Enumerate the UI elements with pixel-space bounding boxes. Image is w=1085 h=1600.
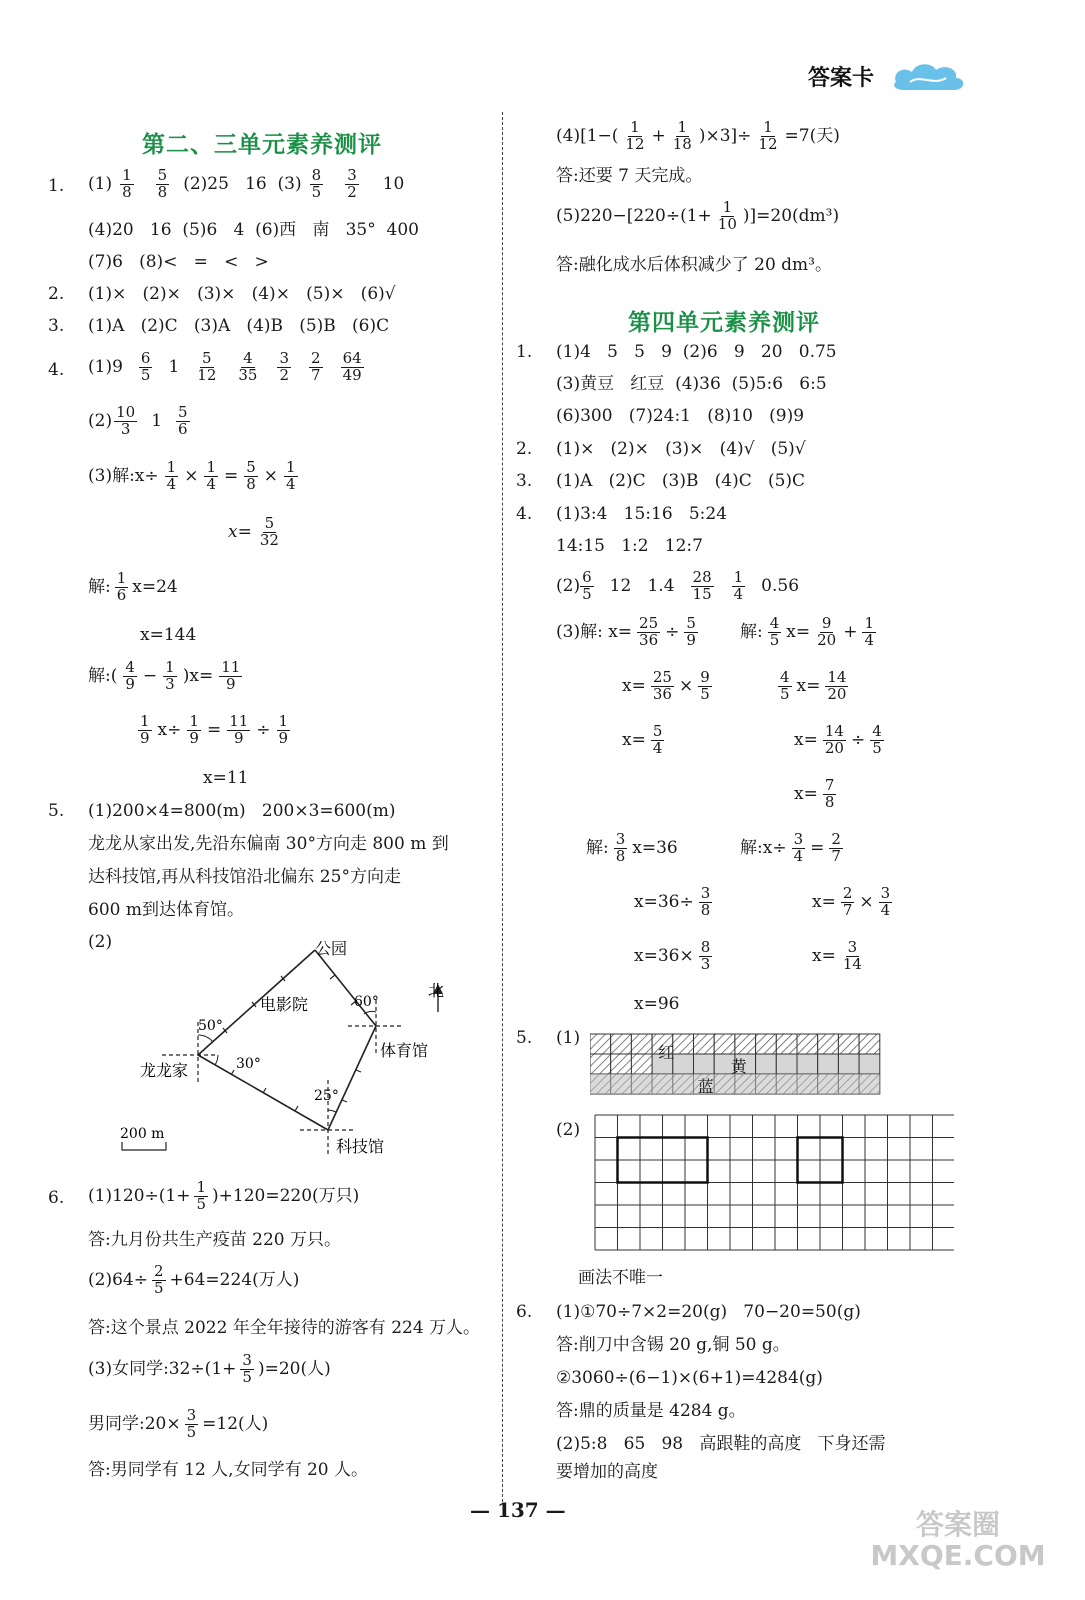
fraction: $\frac{3}{8}$ [615,830,626,865]
fraction: $\frac{5}{9}$ [686,614,696,649]
text: )=20(人) [257,1358,331,1379]
text: 解: [586,837,609,858]
text: x= [796,675,821,696]
fraction: $\frac{5}{12}$ [197,349,217,384]
fraction: $\frac{1}{4}$ [864,614,875,649]
text: x=36× [634,945,694,966]
strip-cell [776,1034,797,1054]
drawing-grid [594,1114,954,1262]
fraction: $\frac{3}{8}$ [700,884,711,919]
text: (2)64÷ [88,1269,148,1290]
strip-cell [590,1054,611,1074]
r-q4-k1 [740,832,845,865]
fraction: $\frac{11}{9}$ [221,658,241,693]
r-q1-number: 1. [516,342,533,362]
r-q4-h2 [634,886,714,919]
fraction: $\frac{1}{10}$ [717,198,737,233]
r-q4-k3 [812,940,866,973]
text: x÷ [157,719,182,740]
map-label-stadium: 体育馆 [380,1041,429,1060]
fraction: $\frac{28}{15}$ [692,568,712,603]
r-q4-g2 [776,670,850,703]
q1-line1-c: 10 [382,173,405,194]
fraction: $\frac{25}{36}$ [652,668,672,703]
strip-cell [797,1054,818,1074]
label: (2) [88,410,113,431]
operator: ÷ [256,719,271,740]
r-q6-line1: (1)①70÷7×2=20(g) 70−20=50(g) [556,1302,861,1322]
r-q4-line1: (1)3:4 15:16 5:24 [556,504,728,524]
fraction: $\frac{3}{5}$ [186,1406,197,1441]
q5-number: 5. [48,801,65,821]
r-q6-line5: (2)5:8 65 98 高跟鞋的高度 下身还需 [556,1434,886,1454]
fraction: $\frac{10}{3}$ [116,403,136,438]
fraction: $\frac{5}{6}$ [178,403,188,438]
r-q4-h4: x=96 [634,994,680,1014]
r-q5-note: 画法不唯一 [578,1268,663,1288]
fraction: $\frac{4}{5}$ [780,668,790,703]
q1-line1-a: (1) [88,173,113,194]
r-q4-g4 [794,778,838,811]
text: (3)解: x= [556,621,633,642]
fraction: $\frac{8}{5}$ [311,166,322,201]
label: (2) [556,575,581,596]
strip-cell [756,1054,777,1074]
text: x= [622,729,646,750]
watermark: 答案圈 MXQE.COM [870,1508,1046,1572]
text: (1)120÷(1+ [88,1185,191,1206]
q4-row9: x=11 [203,768,249,788]
q6-line5 [88,1353,331,1386]
fraction: $\frac{1}{3}$ [165,658,175,693]
q3-answers: (1)A (2)C (3)A (4)B (5)B (6)C [88,316,390,336]
direction-map [110,930,490,1160]
map-label-park: 公园 [315,939,348,958]
text: 男同学:20× [88,1413,181,1434]
fraction: $\frac{11}{9}$ [229,712,249,747]
q4-row1-a: (1)9 [88,356,123,377]
map-label-north: 北 [428,981,445,1000]
r-q6-line2: 答:削刀中含锡 20 g,铜 50 g。 [556,1335,790,1355]
text: x= [812,945,836,966]
r-top-line3 [556,200,839,233]
value: 1 [151,410,163,431]
fraction: $\frac{5}{32}$ [259,514,279,549]
strip-cell [673,1054,694,1074]
fraction: $\frac{1}{4}$ [286,458,296,493]
fraction: $\frac{1}{9}$ [278,712,289,747]
q4-row4 [228,516,283,549]
operator: ÷ [665,621,680,642]
fraction: $\frac{4}{5}$ [769,614,780,649]
q2-number: 2. [48,284,65,304]
strip-cell [631,1054,652,1074]
fraction: $\frac{4}{35}$ [238,349,258,384]
r-q3-answers: (1)A (2)C (3)B (4)C (5)C [556,471,806,491]
fraction: $\frac{64}{49}$ [342,349,362,384]
section-title-unit-4: 第四单元素养测评 [628,310,820,336]
q4-row8 [136,714,292,747]
route-stadium-park [315,950,376,1026]
colored-strip-grid [590,1032,890,1102]
text: (3)解:x÷ [88,465,159,486]
r-q4-g1 [740,616,878,649]
r-q4-line2: 14:15 1:2 12:7 [556,536,703,556]
q2-answers: (1)× (2)× (3)× (4)× (5)× (6)√ [88,284,396,304]
r-q4-h3 [634,940,714,973]
fraction: $\frac{8}{3}$ [700,938,711,973]
fraction: $\frac{3}{2}$ [279,349,290,384]
fraction: $\frac{2}{7}$ [842,884,853,919]
strip-cell [838,1034,859,1054]
strip-cell [590,1034,611,1054]
q4-row1 [88,351,366,384]
strip-cell [818,1054,839,1074]
fraction: $\frac{7}{8}$ [824,776,835,811]
r-q4-h1 [586,832,678,865]
fraction: $\frac{1}{5}$ [196,1178,207,1213]
r-top-line2: 答:还要 7 天完成。 [556,166,703,186]
text: )×3]÷ [698,125,752,146]
r-q1-line3: (6)300 (7)24:1 (8)10 (9)9 [556,406,805,426]
angle-30: 30° [236,1056,261,1072]
q4-row5 [88,571,178,604]
r-q2-answers: (1)× (2)× (3)× (4)√ (5)√ [556,439,806,459]
text: x= [786,621,811,642]
q1-line1-b: (2)25 16 (3) [183,173,302,194]
q1-number: 1. [48,176,65,196]
text: 解: [740,621,763,642]
map-label-cinema: 电影院 [260,995,309,1014]
strip-cell [673,1034,694,1054]
column-divider [502,112,503,1502]
r-q4-e2 [622,670,714,703]
route-tech-stadium [328,1026,376,1130]
q4-row3 [88,460,300,493]
fraction: $\frac{3}{5}$ [242,1351,252,1386]
fraction: $\frac{2}{5}$ [153,1262,164,1297]
scale-label: 200 m [120,1126,165,1142]
fraction: $\frac{5}{8}$ [246,458,256,493]
angle-50: 50° [198,1018,223,1034]
text: x= [228,521,252,542]
value: 1 [168,356,180,377]
fraction: $\frac{1}{18}$ [672,118,692,153]
fraction: $\frac{5}{4}$ [652,722,663,757]
scale-bar [122,1142,166,1150]
values: 12 1.4 [609,575,675,596]
strip-cell [694,1034,715,1054]
q4-row6: x=144 [140,625,197,645]
strip-cell [776,1054,797,1074]
text: +64=224(万人) [169,1269,300,1290]
operator: + [843,621,858,642]
fraction: $\frac{1}{9}$ [140,712,150,747]
r-q6-line3: ②3060÷(6−1)×(6+1)=4284(g) [556,1368,823,1388]
fraction: $\frac{3}{4}$ [793,830,804,865]
section-title-units-2-3: 第二、三单元素养测评 [142,132,382,158]
header-title: 答案卡 [808,66,875,91]
operator: × [678,675,694,696]
operator: = [223,465,239,486]
strip-cell [838,1054,859,1074]
r-q6-number: 6. [516,1302,533,1322]
r-q4-g3 [794,724,886,757]
text: (4)[1−( [556,125,619,146]
operator: × [263,465,279,486]
fraction: $\frac{9}{20}$ [817,614,837,649]
fraction: $\frac{6}{5}$ [140,349,151,384]
r-q5-number: 5. [516,1028,533,1048]
text: x= [812,891,836,912]
q6-line1 [88,1180,359,1213]
fraction: $\frac{1}{12}$ [758,118,778,153]
value: 0.56 [761,575,800,596]
text: )]=20(dm³) [742,205,840,226]
angle-25: 25° [314,1088,339,1104]
q6-line2: 答:九月份共生产疫苗 220 万只。 [88,1230,341,1250]
fraction: $\frac{6}{5}$ [582,568,592,603]
strip-label-yellow: 黄 [730,1057,747,1076]
text: x= [794,729,818,750]
text: x= [622,675,646,696]
map-label-home: 龙龙家 [140,1061,189,1080]
q1-line3: (7)6 (8)< = < > [88,252,269,272]
q1-line2: (4)20 16 (5)6 4 (6)西 南 35° 400 [88,220,419,240]
r-top-line1 [556,120,840,153]
fraction: $\frac{1}{4}$ [206,458,216,493]
operator: = [206,719,222,740]
r-q6-line6: 要增加的高度 [556,1462,658,1482]
text: =7(天) [784,125,840,146]
strip-cell [756,1034,777,1054]
r-q2-number: 2. [516,439,533,459]
operator: ÷ [850,729,866,750]
text: x=36 [632,837,678,858]
angle-arc [328,1110,336,1112]
fraction: $\frac{14}{20}$ [824,722,844,757]
fraction: $\frac{3}{14}$ [842,938,862,973]
strip-cell [694,1054,715,1074]
text: 解:x÷ [740,837,787,858]
q6-line6 [88,1408,268,1441]
r-q6-line4: 答:鼎的质量是 4284 g。 [556,1401,746,1421]
r-q3-number: 3. [516,471,533,491]
text: (5)220−[220÷(1+ [556,205,712,226]
q6-line7: 答:男同学有 12 人,女同学有 20 人。 [88,1460,369,1480]
q5-line4: 600 m到达体育馆。 [88,900,244,920]
fraction: $\frac{1}{6}$ [116,569,127,604]
operator: = [810,837,825,858]
q1-line1 [88,168,404,201]
q5-line3: 达科技馆,再从科技馆沿北偏东 25°方向走 [88,867,401,887]
strip-cell [735,1034,756,1054]
operator: − [142,665,158,686]
r-q4-k2 [812,886,894,919]
strip-cell [631,1034,652,1054]
strip-cell [611,1054,632,1074]
fraction: $\frac{1}{4}$ [166,458,177,493]
angle-60: 60° [354,994,379,1010]
operator: + [651,125,666,146]
q3-number: 3. [48,316,65,336]
q5-sub2: (2) [88,932,113,952]
text: =12(人) [202,1413,269,1434]
q4-row7 [88,660,244,693]
r-top-line4: 答:融化成水后体积减少了 20 dm³。 [556,255,832,275]
fraction: $\frac{3}{4}$ [880,884,891,919]
strip-cell [611,1034,632,1054]
text: x= [794,783,818,804]
map-label-tech: 科技馆 [336,1137,385,1156]
q4-row2 [88,405,192,438]
q4-number: 4. [48,360,65,380]
text: 解:( [88,665,118,686]
q6-line4: 答:这个景点 2022 年全年接待的游客有 224 万人。 [88,1318,481,1338]
q5-line2: 龙龙从家出发,先沿东偏南 30°方向走 800 m 到 [88,834,449,854]
fraction: $\frac{5}{8}$ [157,166,168,201]
strip-label-blue: 蓝 [697,1077,714,1096]
fraction: $\frac{4}{5}$ [872,722,882,757]
angle-arc [215,1055,218,1065]
text: (3)女同学:32÷(1+ [88,1358,237,1379]
fraction: $\frac{1}{4}$ [733,568,744,603]
strip-cell [797,1034,818,1054]
r-q5-sub1: (1) [556,1028,581,1048]
text: 解: [88,576,111,597]
text: x=36÷ [634,891,694,912]
strip-cell [714,1034,735,1054]
text: x=24 [132,576,178,597]
strip-cell [818,1034,839,1054]
r-q4-e3 [622,724,666,757]
fraction: $\frac{3}{2}$ [347,166,357,201]
strip-cell [859,1054,880,1074]
q5-line1: (1)200×4=800(m) 200×3=600(m) [88,801,396,821]
r-q1-line1: (1)4 5 5 9 (2)6 9 20 0.75 [556,342,837,362]
r-q4-e1 [556,616,700,649]
r-q4-number: 4. [516,504,533,524]
fraction: $\frac{4}{9}$ [125,658,135,693]
operator: × [184,465,199,486]
header-cloud-icon [890,60,970,96]
operator: × [859,891,874,912]
r-q4-line3 [556,570,799,603]
fraction: $\frac{9}{5}$ [700,668,710,703]
q6-number: 6. [48,1188,65,1208]
text: )x= [182,665,214,686]
fraction: $\frac{1}{12}$ [625,118,645,153]
r-q5-sub2: (2) [556,1120,581,1140]
text: )+120=220(万只) [212,1185,360,1206]
fraction: $\frac{14}{20}$ [827,668,847,703]
fraction: $\frac{2}{7}$ [831,830,841,865]
fraction: $\frac{1}{8}$ [122,166,132,201]
r-q1-line2: (3)黄豆 红豆 (4)36 (5)5:6 6:5 [556,374,827,394]
fraction: $\frac{2}{7}$ [311,349,321,384]
fraction: $\frac{1}{9}$ [189,712,199,747]
strip-cell [859,1034,880,1054]
q6-line3 [88,1264,299,1297]
angle-arc [198,1035,213,1042]
blue-row-shade [590,1074,880,1094]
strip-label-red: 红 [658,1043,675,1062]
fraction: $\frac{25}{36}$ [639,614,659,649]
page-number: — 137 — [470,1498,566,1522]
